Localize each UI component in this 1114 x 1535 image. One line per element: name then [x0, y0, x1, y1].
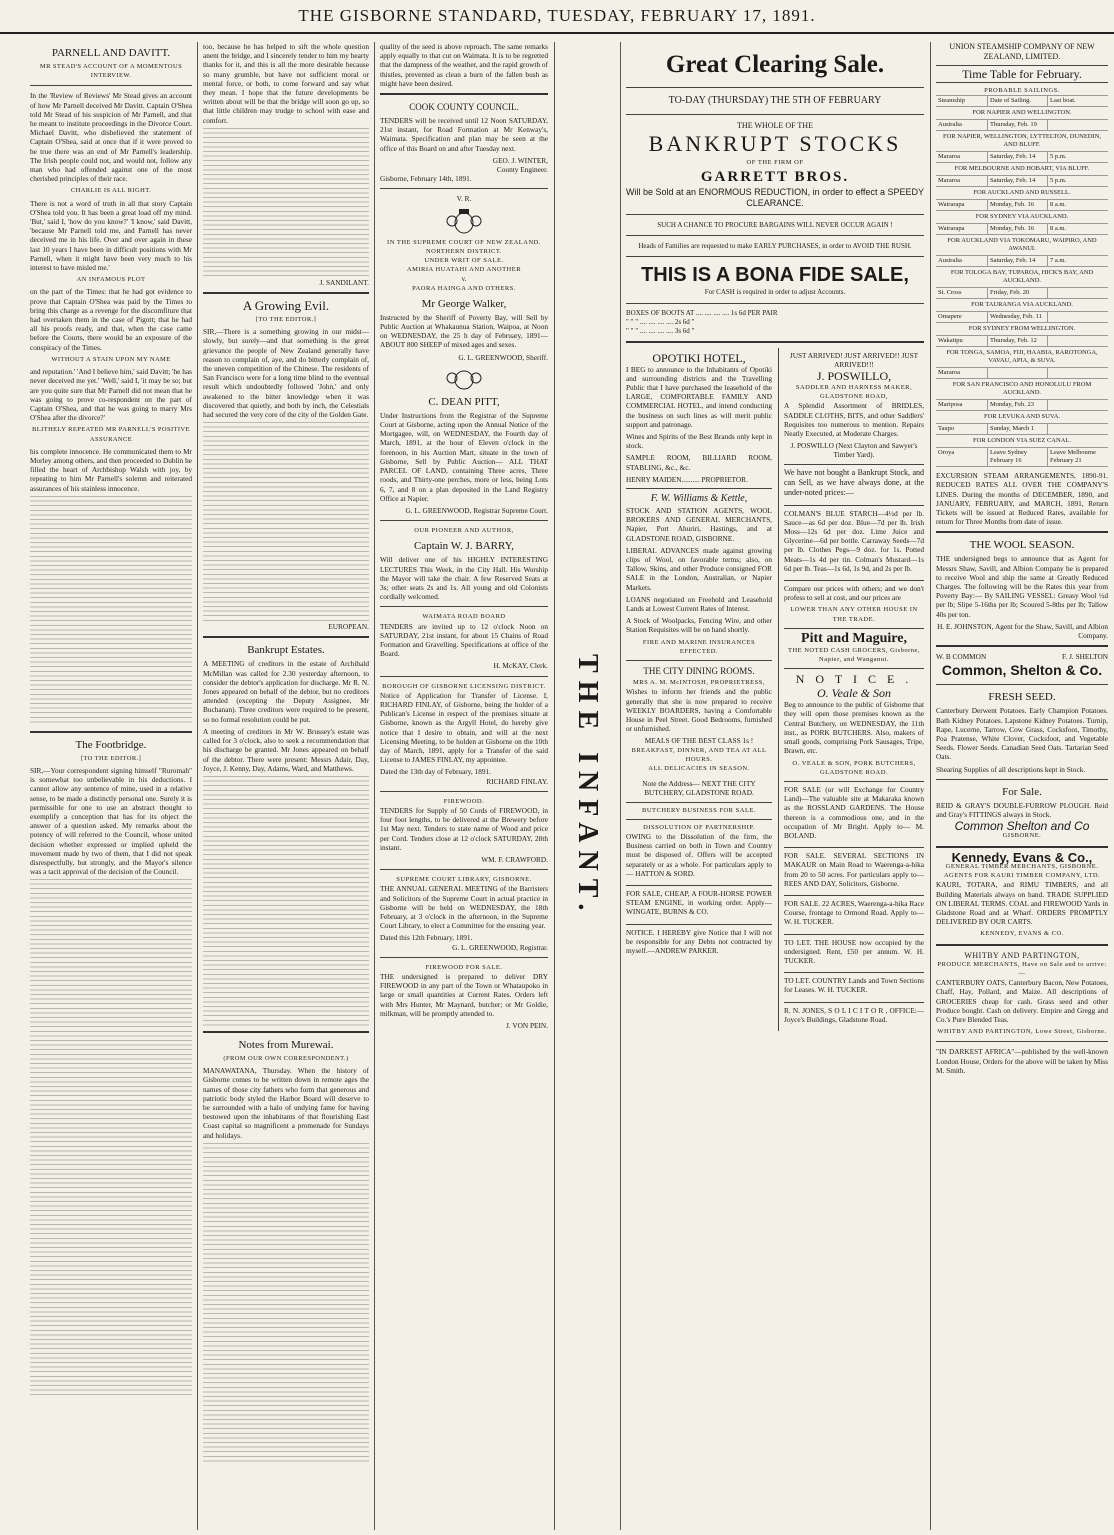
article-heading: PARNELL AND DAVITT. [51, 47, 171, 59]
notice-heading: N O T I C E . [795, 672, 913, 687]
signature: RICHARD FINLAY. [486, 776, 548, 786]
paragraph: FOR SALE (or will Exchange for Country Land)—The valuable site at Makaraka known as the ROSSLAND GARDENS. The House thereon is a commodious one, and in the occupation of Mr Bright. Apply to— M. BOLAND. [784, 784, 924, 840]
route-heading: FOR TOLOGA BAY, TUPAROA, HICK'S BAY, AND AUCKLAND. [936, 267, 1108, 288]
body-text-texture [203, 1143, 369, 1463]
hotel-name: OPOTIKI HOTEL, [652, 350, 746, 365]
company-name: UNION STEAMSHIP COMPANY OF NEW ZEALAND, LIMITED. [949, 42, 1095, 61]
boots-price: " " " .... .... .... .... 2s 6d " [626, 317, 695, 326]
parties: AMIRIA HUATAHI AND ANOTHER [406, 266, 522, 274]
table-cell: Oroya [936, 448, 988, 466]
signature: G. L. GREENWOOD, Registrar. [452, 942, 548, 952]
header-cell: Date of Sailing. [988, 96, 1048, 106]
section-heading: For Sale. [1002, 785, 1042, 798]
saddler-name: J. POSWILLO, [816, 369, 892, 384]
signature: H. McKAY, Clerk. [493, 661, 548, 671]
notice-heading: SUPREME COURT LIBRARY, GISBORNE. [396, 876, 532, 884]
signature: H. E. JOHNSTON, Agent for the Shaw, Savill, and Albion Company. [937, 621, 1108, 641]
body-text-texture [203, 776, 369, 1026]
masthead-title: THE GISBORNE STANDARD, TUESDAY, FEBRUARY 17, 1891. [298, 6, 816, 25]
body-text-texture [30, 879, 192, 1399]
season-note: ALL DELICACIES IN SEASON. [648, 764, 750, 772]
table-cell [988, 368, 1048, 378]
firm-name: GARRETT BROS. [700, 169, 850, 186]
signature: J. SANDILANT. [319, 277, 369, 287]
table-row [936, 368, 1108, 379]
route-heading: FOR MELBOURNE AND HOBART, VIA BLUFF. [936, 163, 1108, 176]
sale-banner: Great Clearing Sale. [665, 51, 885, 78]
table-cell: Mararoa [936, 176, 988, 186]
table-cell: Australia [936, 256, 988, 266]
table-cell: Monday, Feb. 23 [988, 400, 1048, 410]
lecturer-name: Captain W. J. BARRY, [413, 540, 515, 553]
wines-note: Wines and Spirits of the Best Brands only kept in stock. [626, 432, 772, 451]
firm-name: F. W. Williams & Kettle, [650, 493, 748, 505]
ads-two-column [626, 348, 924, 1031]
paragraph: and reputation.' 'And I believe him,' said Davitt; 'he has never deceived me yet.' 'Well,' said I, 'it may be so; but are you quite sure that Mr Parnell did not mean that he was going to prove co-respondent on the part of Captain O'Shea, and that he was going to marry Mrs O'Shea after the divorce?' [30, 367, 192, 423]
paragraph: too, because he has helped to sift the whole question anent the bridge, and I sincerely tender to him my hearty thanks for it, and this is all the more desirable because so many grumble, but have not sufficient moral or mental force, or both, to come forward and say what they mean. I hope that the future developments be written about will be that the bridge will soon go up, so that little children may trudge to school with ease and comfort. [203, 42, 369, 125]
paragraph: his complete innocence. He communicated them to Mr Morley among others, and then proceeded to Dublin he filled the heart of Archbishop Walsh with joy, by repeating to him Mr Parnell's solemn and reiterated assurances of his stainless innocence. [30, 446, 192, 493]
signature: KENNEDY, EVANS & CO. [980, 930, 1064, 938]
signature: GEO. J. WINTER, [492, 155, 548, 165]
paragraph: on the part of the Times: that he had got evidence to prove that Captain O'Shea was paid by the Times to bring this charge as a revenge for the discomfiture that had overtaken them in the case of Pigott; that he had all his proofs ready, and that, when the case came before the Courts, there would be an exposure of the conspiracy of the Times. [30, 287, 192, 352]
table-cell: Saturday, Feb. 14 [988, 256, 1048, 266]
dissolution-heading: DISSOLUTION OF PARTNERSHIP. [643, 823, 755, 831]
paragraph: A meeting of creditors in Mr W. Brussey's estate was called for 3 o'clock, also to seek a recommendation that his discharge be granted. Mr Jones appeared on behalf of the debtor. There were present: Messrs Adair, Day, Joyce, J. Kenny, Day, Adams, Ward, and Matthews. [203, 726, 369, 773]
bankrupt-heading: BANKRUPT STOCKS [648, 131, 902, 157]
header-cell: Steamship [936, 96, 988, 106]
grocer-name: Pitt and Maguire, [801, 630, 907, 646]
paragraph: We have not bought a Bankrupt Stock, and can Sell, as we have always done, at the under-noted prices:— [784, 467, 924, 497]
timetable-routes [936, 107, 1108, 467]
header-cell: Last boat. [1050, 97, 1076, 105]
table-cell: Leave Sydney February 16 [988, 448, 1048, 466]
table-cell: Taupo [936, 424, 988, 434]
paragraph: quality of the seed is above reproach. The same remarks apply equally to that cut on Waimata. It is to be regretted that the dampness of the weather, and the rapid growth of thistles, prevented as clean a burn of the fallen bush as might have been desired. [380, 42, 548, 88]
table-cell: Monday, Feb. 16 [988, 224, 1048, 234]
column-rule [554, 42, 555, 1530]
table-row [936, 336, 1108, 347]
partner-name: W. B COMMON [936, 652, 987, 662]
paragraph: FOR SALE. 22 ACRES, Waerenga-a-hika Race Course, frontage to Ormond Road. Apply to— W. H. TUCKER. [784, 898, 924, 927]
table-cell: 5 p.m. [1050, 177, 1067, 185]
sale-terms: Will be Sold at an ENORMOUS REDUCTION, in order to effect a SPEEDY CLEARANCE. [626, 187, 924, 209]
bargain-note: SUCH A CHANCE TO PROCURE BARGAINS WILL NEVER OCCUR AGAIN ! [657, 221, 893, 230]
notice-heading: COOK COUNTY COUNCIL. [409, 102, 519, 113]
table-cell: Sunday, March 1 [988, 424, 1048, 434]
boots-price: BOXES OF BOOTS AT .... .... .... .... 1s 6d PER PAIR [626, 308, 778, 317]
saddler-trade: SADDLER AND HARNESS MAKER, GLADSTONE ROAD, [795, 384, 913, 401]
correspondent-tag: (FROM OUR OWN CORRESPONDENT.) [223, 1054, 349, 1062]
section-subheading: BLITHELY REPEATED MR PARNELL'S POSITIVE ASSURANCE [32, 426, 190, 443]
table-cell: Monday, Feb. 16 [988, 200, 1048, 210]
route-heading: FOR LEVUKA AND SUVA. [936, 411, 1108, 424]
table-row [936, 256, 1108, 267]
paragraph: Will deliver one of his HIGHLY INTERESTING LECTURES This Week, in the City Hall. His Worship the Mayor will take the chair. A few Reserved Seats at 3s; other seats 2s and 1s. All young and old Colonists cordially welcomed. [380, 555, 548, 602]
body-text-texture [30, 496, 192, 726]
route-heading: FOR TONGA, SAMOA, FIJI, HAABIA, RAROTONGA, VAVAU, APIA, & SUVA. [936, 347, 1108, 368]
table-cell: Wairarapa [936, 224, 988, 234]
price-list: COLMAN'S BLUE STARCH—4½d per lb. Sauce—as 6d per doz. Blue—7d per lb. Irish Moss—12s 6d per doz. Lime Juice and Glycerine—6d per bottle. Carraway Seeds—7d per lb. Clothes Pegs—9 doz. for 1s. Potted Meats—1s 4d per tin. Colman's Mustard—1s 6d per lb. Teas—1s 6d, 1s 9d, and 2s per lb. [784, 508, 924, 573]
column-rule [620, 42, 621, 1530]
table-row [936, 448, 1108, 467]
wool-heading: THE WOOL SEASON. [969, 539, 1075, 552]
table-cell: 5 p.m. [1050, 153, 1067, 161]
firm-name: WHITBY AND PARTINGTON, [964, 950, 1080, 960]
body-text-texture [203, 128, 369, 278]
article-subheading: MR STEAD'S ACCOUNT OF A MOMENTOUS INTERVIEW. [39, 63, 183, 80]
boots-price: " " " .... .... .... .... 3s 6d " [626, 326, 695, 335]
paragraph: TO LET. THE HOUSE now occupied by the undersigned. Rent, £50 per annum. W. H. TUCKER. [784, 937, 924, 965]
meals-note: MEALS OF THE BEST CLASS 1s ! [644, 736, 754, 746]
paragraph: CANTERBURY OATS, Canterbury Bacon, New Potatoes, Chaff, Hay, Pollard, and Maize. All descriptions of GROCERIES cheap for cash. Grass seed and other Produce bought. Cash on delivery. Empire and Gregg and Co.'s Pure Blended Teas. [936, 978, 1108, 1024]
sample-room: SAMPLE ROOM, BILLIARD ROOM, STABLING, &c., &c. [626, 453, 772, 472]
signature: O. VEALE & SON, PORK BUTCHERS, GLADSTONE ROAD. [792, 759, 916, 776]
business-sale: BUTCHERY BUSINESS FOR SALE. [641, 806, 757, 814]
route-heading: FOR NAPIER AND WELLINGTON. [936, 107, 1108, 120]
partner-name: F. J. SHELTON [1061, 652, 1108, 662]
paragraph: LIBERAL ADVANCES made against growing clips of Wool, on favorable terms; also, on Tallow, Skins, and other Produce consigned FOR SALE in the London, Australian, or Napier Markets. [626, 545, 772, 592]
article-heading: The Footbridge. [75, 738, 147, 751]
paragraph: LOANS negotiated on Freehold and Leasehold Lands at Lowest Current Rates of Interest. [626, 594, 772, 614]
section-heading: FRESH SEED. [988, 691, 1056, 704]
paragraph: A MEETING of creditors in the estate of Archibald McMillan was called for 2.30 yesterday afternoon, to consider the debtor's application for discharge. Mr R. N. Jones appeared on behalf of the debtor, but no creditors attended (excepting the Deputy Assignee, Mr Buchanan). Three creditors were required to be present, so no formal resolution could be put. [203, 659, 369, 724]
ads-right [778, 348, 924, 1031]
notice-kicker: OUR PIONEER AND AUTHOR, [414, 527, 514, 535]
dining-name: THE CITY DINING ROOMS. [643, 666, 755, 677]
table-cell: Mararoa [936, 368, 988, 378]
paragraph: "IN DARKEST AFRICA"—published by the well-known London House, Orders for the above will be taken by Miss M. Smith. [936, 1047, 1108, 1075]
article-heading: Notes from Murewai. [238, 1038, 334, 1051]
signature-title: County Engineer. [496, 165, 548, 175]
table-cell: Saturday, Feb. 14 [988, 176, 1048, 186]
column-3 [380, 42, 548, 1530]
table-cell [1048, 368, 1108, 378]
paragraph: I BEG to announce to the Inhabitants of Opotiki and surrounding districts and the Travelling Public that I have purchased the leasehold of the LARGE, COMFORTABLE FAMILY AND COMMERCIAL HOTEL, and intend conducting the business on such lines as will merit public support and patronage. [626, 364, 772, 429]
paragraph: TO LET. COUNTRY Lands and Town Sections for Leases. W. H. TUCKER. [784, 976, 924, 995]
proprietress: MRS A. M. McINTOSH, PROPRIETRESS, [633, 679, 765, 687]
hours-note: BREAKFAST, DINNER, AND TEA AT ALL HOURS. [631, 746, 767, 763]
paragraph: REID & GRAY'S DOUBLE-FURROW PLOUGH. Reid and Gray's FITTINGS always in Stock. [936, 800, 1108, 820]
table-cell: Omapere [936, 312, 988, 322]
coat-of-arms-icon [442, 207, 486, 235]
route-heading: FOR AUCKLAND AND RUSSELL. [936, 187, 1108, 200]
table-row [936, 200, 1108, 211]
column-rule [930, 42, 931, 1530]
paragraph: FOR SALE. SEVERAL SECTIONS IN MAKAUR on Main Road to Waerenga-a-hika from 20 to 50 acres. For particulars apply to— REES AND DAY, Solicitors, Gisborne. [784, 851, 924, 888]
route-heading: FOR TAURANGA VIA AUCKLAND. [936, 299, 1108, 312]
firm-sub: STOCK AND STATION AGENTS, WOOL BROKERS AND GENERAL MERCHANTS, Napier, Port Ahuriri, Hastings, and at GLADSTONE ROAD, GISBORNE. [626, 506, 772, 543]
editor-tag: [TO THE EDITOR.] [80, 754, 142, 762]
table-cell: Wakatipu [936, 336, 988, 346]
signature: WHITBY AND PARTINGTON, Lowe Street, Gisborne. [937, 1028, 1107, 1036]
paragraph: A Stock of Woolpacks, Fencing Wire, and other Station Requisites will be on hand shortly. [626, 616, 772, 635]
article-heading: Bankrupt Estates. [247, 644, 325, 657]
table-cell [1048, 288, 1108, 298]
table-cell: 7 a.m. [1050, 257, 1067, 265]
table-row [936, 312, 1108, 323]
column-ads [626, 42, 924, 1530]
paragraph: Notice of Application for Transfer of License. I, RICHARD FINLAY, of Gisborne, being the holder of a Publican's License in respect of the premises situate at Gisborne, known as the Argyll Hotel, do hereby give notice that I desire to obtain, and will at the next Licensing Meeting, to be holden at Gisborne on the 10th day of March, 1891, apply for a Transfer of the said License to JAMES FINLAY, my appointee. [380, 690, 548, 765]
solicitor: R. N. JONES, S O L I C I T O R , OFFICE:—Joyce's Buildings, Gladstone Road. [784, 1005, 924, 1024]
versus: v. [461, 274, 467, 284]
paragraph: NOTICE. I HEREBY give Notice that I will not be responsible for any Debts not contracted by myself.—ANDREW PARKER. [626, 927, 772, 955]
paragraph: TENDERS are invited up to 12 o'clock Noon on SATURDAY, 21st instant, for about 15 Chains of Road Formation and Gravelling. Specifications at office of the Board. [380, 621, 548, 659]
editor-tag: [TO THE EDITOR.] [255, 316, 317, 324]
proprietor: HENRY MAIDEN.......... PROPRIETOR. [626, 474, 748, 484]
table-cell: Thursday, Feb. 19 [988, 120, 1048, 130]
paragraph: Compare our prices with others; and we don't profess to sell at cost, and our prices are [784, 584, 924, 603]
table-cell [1048, 312, 1108, 322]
insurance-note: FIRE AND MARINE INSURANCES EFFECTED. [642, 638, 756, 655]
sale-date: TO-DAY (THURSDAY) THE 5TH OF FEBRUARY [668, 95, 882, 106]
body-text-texture [203, 422, 369, 622]
table-row [936, 424, 1108, 435]
timetable-title: Time Table for February. [936, 65, 1108, 83]
auctioneer-name: C. DEAN PITT, [428, 395, 500, 408]
table-cell: 8 a.m. [1050, 225, 1067, 233]
firm-name: Kennedy, Evans & Co., [951, 849, 1093, 865]
ads-left [626, 348, 772, 1031]
route-heading: FOR AUCKLAND VIA TOKOMARU, WAIPIRO, AND AWANUI. [936, 235, 1108, 256]
sale-kicker: THE WHOLE OF THE [737, 121, 813, 130]
table-cell [1048, 120, 1108, 130]
notice-heading: FIREWOOD FOR SALE. [425, 963, 503, 971]
table-row [936, 400, 1108, 411]
table-cell [1048, 336, 1108, 346]
masthead [0, 0, 1114, 34]
paragraph: THE undersigned begs to announce that as Agent for Messrs Shaw, Savill, and Albion Company he is prepared to receive Wool and ship the same at Greatly Reduced Charges. The following will be the Rates this year from Poverty Bay:— By SAILING VESSEL: Greasy Wool ½d per lb; Slipe 5-16ths per lb; Scoured 5-8ths per lb; Tallow 40s per ton. [936, 554, 1108, 619]
paragraph: A Splendid Assortment of BRIDLES, SADDLE CLOTHS, BITS, and other Saddlers' Requisites too numerous to mention. Repairs Neatly Executed, at Moderate Charges. [784, 401, 924, 439]
paragraph: In the 'Review of Reviews' Mr Stead gives an account of how Mr Parnell deceived Mr Davitt. Captain O'Shea told Mr Stead of his suspicion of Mr Parnell, and that he meant to institute proceedings in the Divorce Court. Michael Davitt, who disbelieved the statement of Captain O'Shea, said at once that if it were proved to be true there was an end of Mr Parnell's leadership. The Irish people could not, and would not, follow any man who had offended against one of the most cherished principles of their race. [30, 91, 192, 184]
paragraph: Under Instructions from the Registrar of the Supreme Court at Gisborne, acting upon the Annual Notice of the Mortgagee, will, on WEDNESDAY, the Fourth day of March, 1891, at the hour of Eleven o'clock in the forenoon, in his Auction Mart, situate in the town of Gisborne, Sell by Public Auction— ALL THAT PARCEL OF LAND, containing Three acres, Three roods, and Thirty-one perches, more or less, being Lots 6, 7, and 8 on a plan deposited in the Land Registry Office at Napier. [380, 410, 548, 503]
paragraph: OWING to the Dissolution of the firm, the Business carried on both in Town and Country must be disposed of. Offers will be accepted separately or as a whole. For particulars apply to— HATTON & SORD. [626, 831, 772, 878]
paragraph: Wishes to inform her friends and the public generally that she is now prepared to receive WEEKLY BOARDERS, having a Comfortable House in Peel Street. Good Bedrooms, furnished or unfurnished. [626, 687, 772, 734]
date-line: Dated this 12th February, 1891. [380, 933, 473, 943]
notice-heading: BOROUGH OF GISBORNE LICENSING DISTRICT. [382, 682, 546, 690]
table-cell: Wairarapa [936, 200, 988, 210]
coat-of-arms-icon [442, 365, 486, 391]
seed-list: Canterbury Derwent Potatoes. Early Champion Potatoes. Bath Kidney Potatoes. Lapstone Kidney Potatoes. Turnip, Rape, Lucerne, Tarrow, Cow Grass, Cocksfoot, Timothy, Poa Pratense, White Clover, Cocksfoot, and Vegetable Seeds. Flower Seeds. Canadian Seed Oats. Tartarian Seed Oats. [936, 706, 1108, 762]
paragraph: MANAWATANA, Thursday. When the history of Gisborne comes to be written down in remote ages the names of those city fathers who form that generous and patriotic body styled the Harbor Board will deserve to be surrounded with a halo of undying fame for having bestowed upon the inhabitants of that flourishing East Coast capital so magnificent a promenade for Sundays and holidays. [203, 1066, 369, 1140]
section-subheading: CHARLIE IS ALL RIGHT. [70, 187, 152, 195]
grocer-sub: THE NOTED CASH GROCERS, Gisborne, Napier, and Wanganui. [787, 646, 921, 664]
table-cell: Mararoa [936, 152, 988, 162]
route-heading: FOR LONDON VIA SUEZ CANAL. [936, 435, 1108, 448]
date-line: Gisborne, February 14th, 1891. [380, 174, 472, 184]
section-subheading: AN INFAMOUS PLOT [76, 276, 146, 284]
table-cell: Saturday, Feb. 14 [988, 152, 1048, 162]
table-cell: St. Cross [936, 288, 988, 298]
date-line: Dated the 13th day of February, 1891. [380, 767, 491, 777]
town: GISBORNE. [1002, 832, 1042, 840]
firm-name: O. Veale & Son [817, 686, 891, 701]
sailings-heading: PROBABLE SAILINGS. [984, 87, 1060, 94]
writ: UNDER WRIT OF SALE. [424, 257, 504, 265]
timetable-header [936, 95, 1108, 107]
firm-name: Common Shelton and Co [954, 819, 1090, 834]
district: NORTHERN DISTRICT. [425, 247, 502, 255]
table-row [936, 176, 1108, 187]
royal-cipher: V. R. [456, 194, 472, 204]
table-cell: Mariposa [936, 400, 988, 410]
table-row [936, 152, 1108, 163]
notice-heading: FIREWOOD. [443, 797, 485, 805]
table-cell: Australia [936, 120, 988, 130]
route-heading: FOR SYDNEY FROM WELLINGTON. [936, 323, 1108, 336]
signature: EUROPEAN. [328, 622, 369, 632]
cash-note: For CASH is required in order to adjust Accounts. [704, 288, 846, 297]
signature: WM. F. CRAWFORD. [481, 855, 548, 864]
lower-note: LOWER THAN ANY OTHER HOUSE IN THE TRADE. [790, 606, 918, 623]
paragraph: Instructed by the Sheriff of Poverty Bay, will Sell by Public Auction at Whakaunua Station, Waipoa, at Noon on WEDNESDAY, the 25 h day of February, 1891— ABOUT 800 SHEEP of mixed ages and sexes. [380, 312, 548, 350]
court-name: IN THE SUPREME COURT OF NEW ZEALAND. [387, 238, 541, 246]
vertical-title: THE INFANT. [572, 653, 603, 919]
table-cell [1048, 400, 1108, 410]
signature: J. POSWILLO (Next Clayton and Sawyer's Timber Yard). [790, 441, 918, 460]
column-rule [374, 42, 375, 1530]
table-cell: Friday, Feb. 20 [988, 288, 1048, 298]
route-heading: FOR SAN FRANCISCO AND HONOLULU FROM AUCKLAND. [936, 379, 1108, 400]
paragraph: TENDERS will be received until 12 Noon SATURDAY, 21st instant, for Road Formation at Mr Kenway's, Waimata. Specification and plan may be seen at the office of this Board on and after Tuesday next. [380, 116, 548, 153]
column-1 [30, 42, 192, 1530]
bona-fide-heading: THIS IS A BONA FIDE SALE, [641, 264, 909, 287]
signature: G. L. GREENWOOD, Sheriff. [458, 352, 548, 362]
paragraph: THE ANNUAL GENERAL MEETING of the Barristers and Solicitors of the Supreme Court in actual practice in Gisborne will be held on WEDNESDAY, the 18th February, at 3 o'clock in the afternoon, in the Supreme Court Library, to elect a Committee for the ensuing year. [380, 884, 548, 931]
paragraph: FOR SALE, CHEAP, A FOUR-HORSE POWER STEAM ENGINE, in working order. Apply— WINGATE, BURNS & CO. [626, 888, 772, 917]
column-rule [197, 42, 198, 1530]
table-cell: Thursday, Feb. 12 [988, 336, 1048, 346]
families-note: Heads of Families are requested to make EARLY PURCHASES, in order to AVOID THE RUSH. [638, 242, 912, 251]
table-row [936, 224, 1108, 235]
article-heading: A Growing Evil. [242, 298, 330, 314]
table-cell: Wednesday, Feb. 11 [988, 312, 1048, 322]
firm-sub: GENERAL TIMBER MERCHANTS, GISBORNE. AGENTS FOR KAURI TIMBER COMPANY, LTD. [943, 862, 1101, 880]
paragraph: Beg to announce to the public of Gisborne that they will open those premises known as the Central Butchery, on WEDNESDAY, the 11th inst., as PORK BUTCHERS. Also, makers of small goods, comprising Pork Sausages, Tripe, Brawn, etc. [784, 700, 924, 756]
signature: G. L. GREENWOOD, Registrar Supreme Court. [405, 505, 548, 515]
partners [936, 652, 1108, 661]
firm-kicker: OF THE FIRM OF [746, 159, 804, 167]
auctioneer-name: Mr George Walker, [421, 297, 507, 310]
firm-sub: PRODUCE MERCHANTS, Have on Sale and to arrive:— [937, 960, 1107, 977]
table-cell [1048, 424, 1108, 434]
paragraph: Shearing Supplies of all descriptions kept in Stock. [936, 764, 1086, 774]
firm-name: Common, Shelton & Co. [941, 662, 1103, 679]
paragraph: There is not a word of truth in all that story Captain O'Shea told you. It has been a great load off my mind. 'But,' said I, 'how do you know?' 'I know,' said Davitt, 'because Mr Parnell told me, and Parnell has never deceived me in his life. Over and over again in these last 10 years I have been in difficult positions with Mr Parnell, when it might have been very much to his interest to have misled me.' [30, 198, 192, 273]
parties: PAORA HAINGA AND OTHERS. [412, 284, 516, 292]
arrived-note: JUST ARRIVED! JUST ARRIVED!! JUST ARRIVED!!! [789, 350, 919, 369]
section-subheading: WITHOUT A STAIN UPON MY NAME [51, 355, 171, 363]
paragraph: SIR,—There is a something growing in our midst—slowly, but surely—and that something is the great grievance the people of New Zealand generally have reason to complain of, aye, and do bitterly complain of, the uneven competition of the Chinese. The residents of San Francisco were for a long time blind to the eventual result which undoubtedly followed 'John,' and only awakened to the bitter knowledge when it was discovered that quietly, and both by inch, the Celestials had secured the very core of the city of the Golden Gate. [203, 327, 369, 420]
table-row [936, 120, 1108, 131]
column-2 [203, 42, 369, 1530]
table-cell: 8 a.m. [1050, 201, 1067, 209]
excursion-note: EXCURSION STEAM ARRANGEMENTS, 1890-91. REDUCED RATES ALL OVER THE COMPANY'S LINES. During the months of DECEMBER, 1890, and JANUARY, FEBRUARY, and MARCH, 1891, Return Tickets will be issued at Reduced Rates, available for return for Three Months from date of issue. [936, 471, 1108, 527]
vertical-advert [560, 42, 614, 1530]
paragraph: THE undersigned is prepared to deliver DRY FIREWOOD in any part of the Town or Whataupoko in large or small quantities at Current Rates. Orders left with Mrs Hunter, Mr Maynard, butcher; or Mr Goldie, milkman, will be promptly attended to. [380, 972, 548, 1018]
table-row [936, 288, 1108, 299]
signature: J. VON PEIN. [505, 1021, 548, 1031]
paragraph: SIR,—Your correspondent signing himself "Ruromah" is somewhat too unbelievable in his deductions. I cannot allow any sentence of mine, used in a relative sense, to be made a distinctly personal one. Surely it is permissible for one to use an abstract thought to exemplify a conception that has for its object the answer of a question asked. My remarks about the potency of will referred to the Council, whose united decision whether expressed or implied upheld the movement made by two of them, that I did not speak disrespectfully, but strongly, and the Mayor's silence was a tacit approval of the decision of the Council. [30, 765, 192, 877]
route-heading: FOR SYDNEY VIA AUCKLAND. [936, 211, 1108, 224]
column-shipping [936, 42, 1108, 1530]
notice-heading: WAIMATA ROAD BOARD [422, 613, 506, 621]
address-note: Note the Address— NEXT THE CITY BUTCHERY, GLADSTONE ROAD. [642, 779, 756, 798]
table-cell: Leave Melbourne February 21 [1050, 449, 1097, 465]
route-heading: FOR NAPIER, WELLINGTON, LYTTELTON, DUNEDIN, AND BLUFF. [936, 131, 1108, 152]
paragraph: TENDERS for Supply of 50 Cords of FIREWOOD, in four foot lengths, to be delivered at the Brewery before 1st May next. Tenders to state name of Wood and price per Cord. Tenders close at 12 o'clock SATURDAY, 28th instant. [380, 805, 548, 852]
paragraph: KAURI, TOTARA, and RIMU TIMBERS, and all Building Materials always on hand. TRADE SUPPLIED ON LIBERAL TERMS. COAL and FIREWOOD Yards in Gladstone Road and at Wharf. ORDERS PROMPTLY DELIVERED BY OUR CARTS. [936, 880, 1108, 927]
